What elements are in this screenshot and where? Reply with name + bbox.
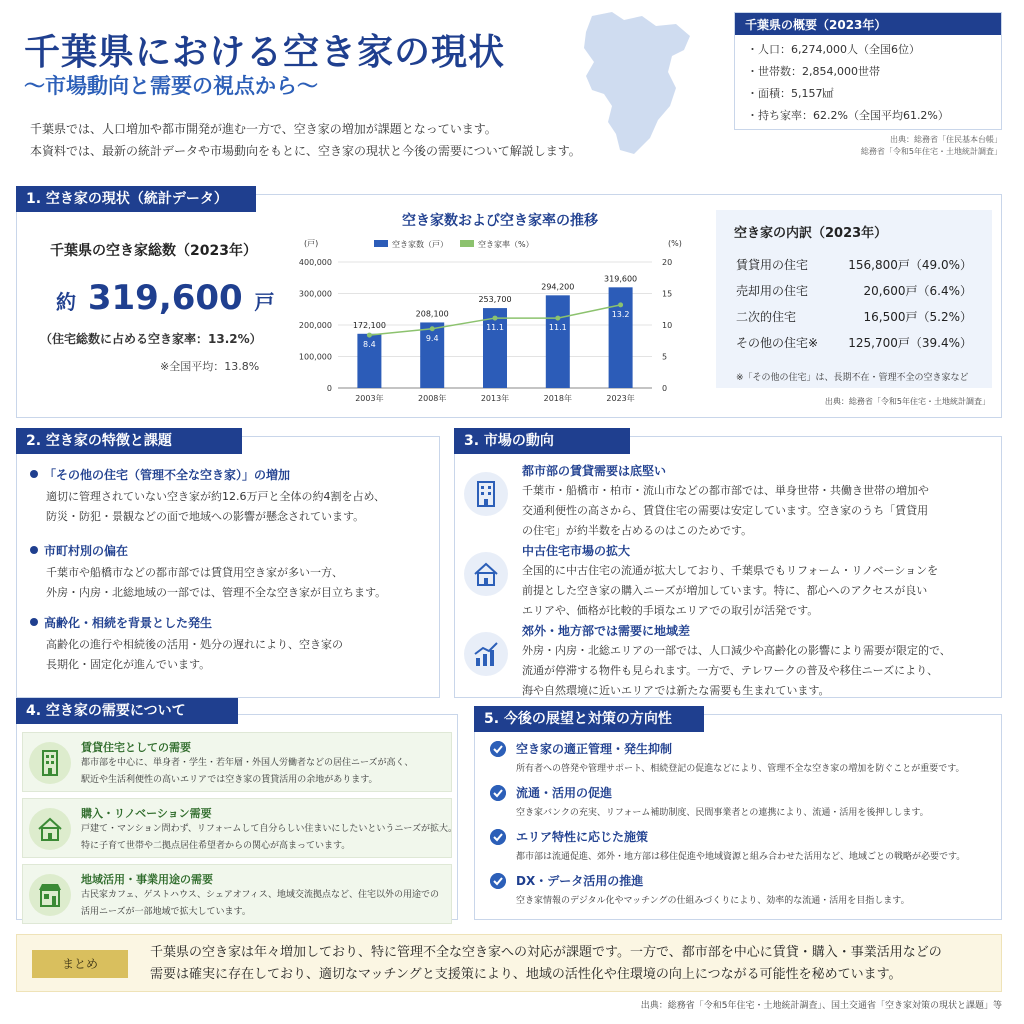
legend-label-line: 空き家率（%） xyxy=(478,240,534,249)
outlook-item xyxy=(490,740,996,774)
bullet-icon xyxy=(30,618,38,626)
bullet-icon xyxy=(30,546,38,554)
breakdown-value: 156,800戸（49.0%） xyxy=(848,258,972,272)
issue-body: 適切に管理されていない空き家が約12.6万戸と全体の約4割を占め、 防災・防犯・景観などの面で地域への影響が懸念されています。 xyxy=(46,490,386,523)
section1-source: 出典：総務省「令和5年住宅・土地統計調査」 xyxy=(824,397,990,406)
page-title: 千葉県における空き家の現状 xyxy=(24,32,506,73)
rate-label: 11.1 xyxy=(548,323,567,333)
issue-body: 千葉市や船橋市などの都市部では賃貸用空き家が多い一方、 外房・内房・北総地域の一部では、管理不全な空き家が目立ちます。 xyxy=(46,566,387,599)
chiba-map-silhouette xyxy=(572,10,700,160)
left-axis-unit: (戸) xyxy=(304,239,319,248)
overview-item: ・持ち家率：62.2%（全国平均61.2%） xyxy=(747,109,949,122)
check-icon xyxy=(490,829,506,845)
issue-item xyxy=(30,466,430,527)
check-icon xyxy=(490,741,506,757)
section5-heading: 5. 今後の展望と対策の方向性 xyxy=(474,706,704,732)
legend-swatch-bar xyxy=(374,240,388,247)
breakdown-value: 125,700戸（39.4%） xyxy=(848,336,972,350)
legend-swatch-line xyxy=(460,240,474,247)
bar-value-label: 253,700 xyxy=(478,295,512,305)
total-number: 319,600 xyxy=(87,278,243,318)
y-tick-label: 400,000 xyxy=(298,258,332,267)
total-rate: （住宅総数に占める空き家率：13.2%） xyxy=(40,332,262,346)
bar-value-label: 172,100 xyxy=(352,320,386,330)
demand-card xyxy=(22,798,457,858)
building-icon xyxy=(464,472,508,516)
shop-icon xyxy=(29,874,71,916)
check-icon xyxy=(490,785,506,801)
breakdown-row xyxy=(736,256,972,273)
y-tick-label: 300,000 xyxy=(298,289,332,299)
rate-point xyxy=(555,316,560,321)
summary-label: まとめ xyxy=(32,950,128,978)
demand-body: 古民家カフェ、ゲストハウス、シェアオフィス、地域交流拠点など、住宅以外の用途での 活用ニーズが一部地域で拡大しています。 xyxy=(81,890,440,917)
rate-label: 8.4 xyxy=(363,340,376,350)
footer-source: 出典：総務省「令和5年住宅・土地統計調査」、国土交通省「空き家対策の現状と課題」等 xyxy=(640,1001,1002,1011)
breakdown-row xyxy=(736,334,972,351)
rate-point xyxy=(367,333,372,338)
y-tick-label: 0 xyxy=(326,384,332,393)
chart-title: 空き家数および空き家率の推移 xyxy=(402,213,598,229)
rate-label: 9.4 xyxy=(425,333,439,343)
overview-item: ・世帯数：2,854,000世帯 xyxy=(747,65,880,78)
outlook-item xyxy=(490,872,996,906)
national-average: ※全国平均：13.8% xyxy=(160,360,260,373)
market-body: 外房・内房・北総エリアの一部では、人口減少や高齢化の影響により需要が限定的で、 流通が停滞する物件も見られます。一方で、テレワークの普及や移住ニーズにより、 海や自然環境に近いエリアでは新たな需要も生まれています。 xyxy=(522,644,951,697)
breakdown-row xyxy=(736,282,972,299)
y2-tick-label: 15 xyxy=(662,289,673,299)
section1-heading: 1. 空き家の現状（統計データ） xyxy=(16,186,256,212)
demand-card xyxy=(22,732,452,792)
overview-source xyxy=(738,134,1002,158)
demand-body: 都市部を中心に、単身者・学生・若年層・外国人労働者などの居住ニーズが高く、 駅近や生活利便性の高いエリアでは空き家の賃貸活用の余地があります。 xyxy=(81,758,414,785)
breakdown-row xyxy=(736,308,972,325)
summary-line: 千葉県の空き家は年々増加しており、特に管理不全な空き家への対応が課題です。一方で、都市部を中心に賃貸・購入・事業活用などの xyxy=(150,945,942,960)
issue-item xyxy=(30,614,430,675)
market-body: 全国的に中古住宅の流通が拡大しており、千葉県でもリフォーム・リノベーションを 前提とした空き家の購入ニーズが増加しています。特に、都心へのアクセスが良い エリアや、価格が比較的手頃なエリアでの取引が活発です。 xyxy=(522,564,939,617)
issue-title: 高齢化・相続を背景とした発生 xyxy=(30,614,430,631)
breakdown-value: 20,600戸（6.4%） xyxy=(863,284,972,298)
outlook-title: DX・データ活用の推進 xyxy=(516,874,644,888)
legend-label-bar: 空き家数（戸） xyxy=(392,240,448,249)
rate-point xyxy=(430,326,435,331)
breakdown-label: その他の住宅※ xyxy=(736,336,819,350)
demand-title: 賃貸住宅としての需要 xyxy=(81,741,191,754)
outlook-title: 流通・活用の促進 xyxy=(516,786,613,800)
issue-title: 「その他の住宅（管理不全な空き家）」の増加 xyxy=(30,466,430,483)
market-item xyxy=(522,542,992,621)
house-icon xyxy=(464,552,508,596)
intro-line: 千葉県では、人口増加や都市開発が進む一方で、空き家の増加が課題となっています。 xyxy=(30,122,497,136)
outlook-body: 所有者への啓発や管理サポート、相続登記の促進などにより、管理不全な空き家の増加を防ぐことが重要です。 xyxy=(516,764,965,774)
bar xyxy=(420,322,444,388)
bar xyxy=(546,295,570,388)
section2-heading: 2. 空き家の特徴と課題 xyxy=(16,428,242,454)
summary-line: 需要は確実に存在しており、適切なマッチングと支援策により、地域の活性化や住環境の向上につながる可能性を秘めています。 xyxy=(150,967,902,982)
y-tick-label: 100,000 xyxy=(298,352,332,362)
y2-tick-label: 20 xyxy=(662,258,673,267)
overview-item: ・人口：6,274,000人（全国6位） xyxy=(747,43,920,56)
demand-body: 戸建て・マンション問わず、リフォームして自分らしい住まいにしたいというニーズが拡大。 特に子育て世帯や二拠点居住希望者からの関心が高まっています。 xyxy=(81,824,457,851)
demand-title: 地域活用・事業用途の需要 xyxy=(81,873,213,886)
breakdown-title: 空き家の内訳（2023年） xyxy=(734,226,888,241)
breakdown-note: ※「その他の住宅」は、長期不在・管理不全の空き家など xyxy=(736,373,969,383)
outlook-title: エリア特性に応じた施策 xyxy=(516,830,649,844)
rate-label: 11.1 xyxy=(486,323,504,333)
bar-value-label: 294,200 xyxy=(541,282,575,292)
breakdown-label: 売却用の住宅 xyxy=(736,284,809,298)
total-value xyxy=(56,278,275,318)
breakdown-label: 賃貸用の住宅 xyxy=(736,258,809,272)
issue-title: 市町村別の偏在 xyxy=(30,542,430,559)
vacancy-chart xyxy=(290,232,700,408)
outlook-item xyxy=(490,828,996,862)
outlook-body: 都市部は流通促進、郊外・地方部は移住促進や地域資源と組み合わせた活用など、地域ごとの戦略が必要です。 xyxy=(516,852,966,862)
breakdown-label: 二次的住宅 xyxy=(736,310,797,324)
outlook-body: 空き家バンクの充実、リフォーム補助制度、民間事業者との連携により、流通・活用を後押しします。 xyxy=(516,808,929,818)
overview-title: 千葉県の概要（2023年） xyxy=(735,13,1001,35)
market-title: 中古住宅市場の拡大 xyxy=(522,544,631,558)
issue-body: 高齢化の進行や相続後の活用・処分の遅れにより、空き家の 長期化・固定化が進んでいます。 xyxy=(46,638,343,671)
outlook-body: 空き家情報のデジタル化やマッチングの仕組みづくりにより、効率的な流通・活用を目指します。 xyxy=(516,896,910,906)
overview-box xyxy=(734,12,1002,130)
bar-value-label: 319,600 xyxy=(604,274,638,284)
outlook-item xyxy=(490,784,996,818)
x-tick-label: 2023年 xyxy=(606,394,635,403)
total-label: 千葉県の空き家総数（2023年） xyxy=(50,243,257,259)
outlook-title: 空き家の適正管理・発生抑制 xyxy=(516,742,673,756)
y2-tick-label: 5 xyxy=(662,352,668,362)
market-item xyxy=(522,462,992,541)
x-tick-label: 2008年 xyxy=(418,394,447,403)
breakdown-value: 16,500戸（5.2%） xyxy=(863,310,972,324)
check-icon xyxy=(490,873,506,889)
trend-chart-icon xyxy=(464,632,508,676)
overview-item: ・面積：5,157㎢ xyxy=(747,87,834,100)
y2-tick-label: 0 xyxy=(662,384,668,393)
intro-line: 本資料では、最新の統計データや市場動向をもとに、空き家の現状と今後の需要について解説します。 xyxy=(30,144,581,158)
apartment-icon xyxy=(29,742,71,784)
x-tick-label: 2003年 xyxy=(355,394,384,403)
renovation-house-icon xyxy=(29,808,71,850)
y2-tick-label: 10 xyxy=(662,321,673,330)
section4-heading: 4. 空き家の需要について xyxy=(16,698,238,724)
rate-label: 13.2 xyxy=(611,309,630,319)
x-tick-label: 2018年 xyxy=(543,394,572,403)
summary-text xyxy=(150,942,990,986)
total-prefix: 約 xyxy=(56,290,76,314)
market-body: 千葉市・船橋市・柏市・流山市などの都市部では、単身世帯・共働き世帯の増加や 交通利便性の高さから、賃貸住宅の需要は安定しています。空き家のうち「賃貸用 の住宅」が約半数を占めるのはこのためです。 xyxy=(522,484,929,537)
rate-point xyxy=(493,316,498,321)
right-axis-unit: (%) xyxy=(668,239,682,248)
section3-heading: 3. 市場の動向 xyxy=(454,428,630,454)
issue-item xyxy=(30,542,430,603)
total-suffix: 戸 xyxy=(254,290,275,314)
y-tick-label: 200,000 xyxy=(298,321,332,330)
market-item xyxy=(522,622,992,701)
bar-value-label: 208,100 xyxy=(415,309,449,319)
x-tick-label: 2013年 xyxy=(480,394,510,403)
rate-point xyxy=(618,302,623,307)
market-title: 郊外・地方部では需要に地域差 xyxy=(522,624,691,638)
bullet-icon xyxy=(30,470,38,478)
page-subtitle: 〜市場動向と需要の視点から〜 xyxy=(24,74,318,98)
demand-title: 購入・リノベーション需要 xyxy=(81,807,212,820)
market-title: 都市部の賃貸需要は底堅い xyxy=(522,464,667,478)
demand-card xyxy=(22,864,452,924)
overview-source-line: 総務省「令和5年住宅・土地統計調査」 xyxy=(860,147,1002,156)
overview-source-line: 出典：総務省「住民基本台帳」 xyxy=(890,135,1002,144)
